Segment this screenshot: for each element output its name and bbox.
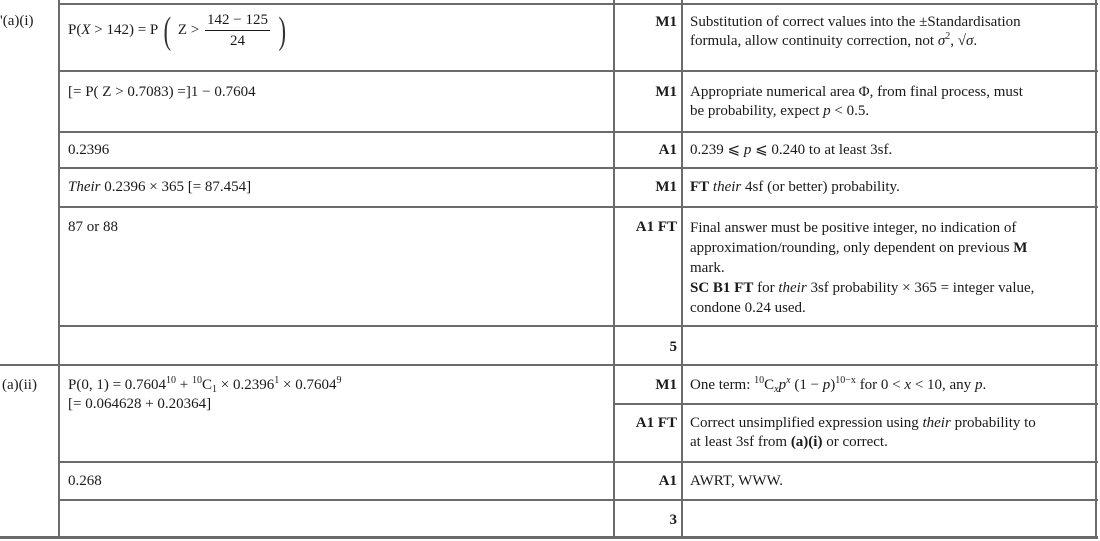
row-divider <box>58 131 1098 133</box>
guidance-range: 0.239 ⩽ p ⩽ 0.240 to at least 3sf. <box>690 142 893 158</box>
answer-column-border <box>613 0 615 539</box>
answer-cell-binomial <box>68 376 341 414</box>
question-label-a-i: '(a)(i) <box>0 13 34 29</box>
row-divider <box>614 403 1098 405</box>
table-top-border <box>58 3 1098 5</box>
answer-cell: [= P( Z > 0.7083) =]1 − 0.7604 <box>68 84 256 100</box>
guidance-cell: FT their 4sf (or better) probability. <box>690 179 900 195</box>
guidance-line-sigma: formula, allow continuity correction, not $\sigma^2$, √σ. <box>690 31 978 49</box>
total-marks-a-ii: 3 <box>669 512 677 528</box>
mark-cell: A1 FT <box>635 219 677 235</box>
marks-column-border <box>681 0 683 539</box>
fraction-denominator: 24 <box>230 33 245 49</box>
guidance-cell: One term: $^{10}C_xp^x$ $(1 - p)^{10-x}$ for 0 < x < 10, any p. <box>690 375 987 395</box>
standardisation-fraction <box>205 10 270 51</box>
question-column-border <box>58 0 60 539</box>
guidance-cell: Appropriate numerical area Φ, from final process, must be probability, expect p < 0.5. <box>690 83 1090 121</box>
mark-cell: A1 <box>658 473 677 489</box>
special-case-line: SC B1 FT for their 3sf probability × 365 = integer value, <box>690 280 1035 296</box>
left-paren: ( <box>164 9 172 52</box>
answer-cell-standardisation <box>68 10 288 51</box>
answer-cell: 0.2396 <box>68 142 110 158</box>
guidance-line-expect: be probability, expect p < 0.5. <box>690 103 870 119</box>
binomial-evaluated: [= 0.064628 + 0.20364] <box>68 396 212 412</box>
total-marks-a-i: 5 <box>669 339 677 355</box>
answer-cell: Their 0.2396 × 365 [= 87.454] <box>68 179 252 195</box>
mark-cell: M1 <box>655 179 677 195</box>
mark-cell: M1 <box>655 377 677 393</box>
mark-cell: A1 <box>658 142 677 158</box>
guidance-cell <box>690 141 1090 160</box>
row-divider <box>58 461 1098 463</box>
answer-lhs: P(X > 142) = P <box>68 21 158 38</box>
right-paren: ) <box>278 9 286 52</box>
guidance-cell: AWRT, WWW. <box>690 473 784 489</box>
guidance-cell: Correct unsimplified expression using their probability to at least 3sf from (a)(i) or correct. <box>690 415 1036 450</box>
row-divider <box>58 325 1098 327</box>
table-bottom-border <box>0 536 1098 539</box>
question-prefix-artifact: ' <box>0 13 3 29</box>
answer-cell: 0.268 <box>68 473 102 489</box>
binomial-expression: P(0, $1) = 0.7604^{10} + ^{10}C_1 \times 0.2396^1 \times 0.7604^9$ <box>68 375 342 395</box>
section-divider <box>0 364 1098 366</box>
question-label-a-ii: (a)(ii) <box>2 377 37 393</box>
row-divider <box>58 167 1098 169</box>
row-divider <box>58 70 1098 72</box>
row-divider <box>58 499 1098 501</box>
answer-cell: 87 or 88 <box>68 219 118 235</box>
row-divider <box>58 206 1098 208</box>
guidance-cell: Substitution of correct values into the ±Standardisation formula, allow continuity correction, not $\sigma^2$, √σ. <box>690 13 1090 51</box>
mark-cell: M1 <box>655 84 677 100</box>
fraction-numerator: 142 − 125 <box>205 10 270 31</box>
guidance-cell: Final answer must be positive integer, no indication of approximation/rounding, only dependent on previous M mark. SC B1 FT for their 3sf probability × 365 = integer value, condone 0.24 used. <box>690 218 1090 318</box>
mark-cell: A1 FT <box>635 415 677 431</box>
z-part: Z > <box>177 21 200 38</box>
mark-cell: M1 <box>655 14 677 30</box>
table-right-border <box>1095 0 1097 539</box>
